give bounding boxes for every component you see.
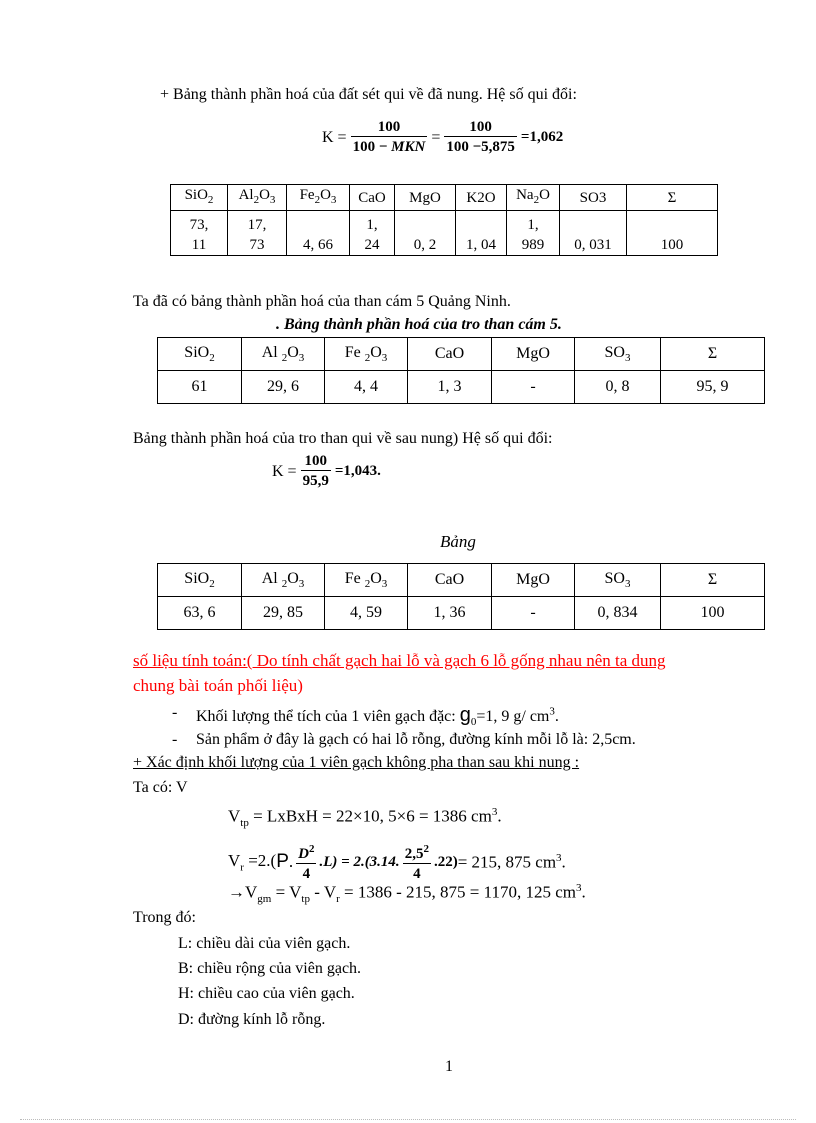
table-row bbox=[158, 371, 765, 404]
header-cell: MgO bbox=[492, 338, 575, 371]
header-cell: MgO bbox=[492, 564, 575, 597]
table-cell: 61 bbox=[158, 371, 242, 404]
header-cell: SO3 bbox=[560, 185, 627, 211]
ash-calcined-composition-table bbox=[157, 563, 765, 630]
table-cell: 1, 3 bbox=[408, 371, 492, 404]
list-item: - bbox=[172, 704, 178, 721]
cell-line-top: 1, bbox=[527, 217, 539, 233]
page-number: 1 bbox=[445, 1058, 453, 1075]
calculation-data-heading: số liệu tính toán:( Do tính chất gạch hai lỗ và gạch 6 lỗ gống nhau nên ta dung bbox=[133, 651, 666, 670]
equation-vtp: $V_{tp}$ = LxBxH = 22×10, 5×6 = 1386 $cm^3$. bbox=[228, 806, 502, 830]
formula-k-clay: K = $\frac{100}{\text{100 − MKN}}$ = $\frac{100}{100 -5,875}$ =1,062 bbox=[322, 119, 564, 155]
formula-k-lhs: K = bbox=[322, 128, 347, 146]
header-cell: $Fe_2O_3$ bbox=[287, 185, 350, 211]
header-cell: Al $_2O_3$ bbox=[242, 564, 325, 597]
table-cell: 0, 834 bbox=[575, 597, 661, 630]
table-cell bbox=[287, 211, 350, 256]
cell-line-bottom: 989 bbox=[521, 237, 545, 253]
header-cell: Σ bbox=[661, 338, 765, 371]
header-cell: SiO$_2$ bbox=[158, 338, 242, 371]
cell-line-top: 73, bbox=[189, 217, 209, 233]
ta-co-line: Ta có: V bbox=[133, 779, 188, 796]
cell-line-top bbox=[456, 215, 506, 235]
header-cell: Σ bbox=[627, 185, 718, 211]
header-cell: SiO$_2$ bbox=[158, 564, 242, 597]
bullet-holes: Sản phẩm ở đây là gạch có hai lỗ rỗng, đường kính mỗi lỗ là: 2,5cm. bbox=[196, 731, 636, 748]
formula-k-fraction-2: $\frac{100}{100 -5,875}$ bbox=[446, 119, 515, 155]
table-row bbox=[158, 597, 765, 630]
cell-line-bottom: 0, 031 bbox=[574, 237, 612, 253]
list-item: - bbox=[172, 731, 178, 748]
equation-vgm: $\to V_{gm} = V_{tp} - V_r = 1386 - 215$, 875 = 1170, 125 $cm^3$. bbox=[228, 882, 586, 906]
cell-line-bottom: 4, 66 bbox=[303, 237, 333, 253]
formula-k-ash: K = $\frac{100}{95,9}$ =1,043. bbox=[272, 453, 381, 489]
cell-line-bottom: 1, 04 bbox=[466, 237, 496, 253]
table2-title: . Bảng thành phần hoá của tro than cám 5. bbox=[276, 316, 562, 333]
definition-height: H: chiều cao của viên gạch. bbox=[178, 985, 355, 1002]
cell-line-bottom: 11 bbox=[191, 237, 207, 253]
trong-do: Trong đó: bbox=[133, 909, 196, 926]
table-cell bbox=[456, 211, 507, 256]
header-cell: $SO_3$ bbox=[575, 564, 661, 597]
table-cell bbox=[627, 211, 718, 256]
table-cell bbox=[395, 211, 456, 256]
table-cell bbox=[171, 211, 228, 256]
header-cell: CaO bbox=[408, 338, 492, 371]
definition-width: B: chiều rộng của viên gạch. bbox=[178, 960, 362, 977]
table-cell: 63, 6 bbox=[158, 597, 242, 630]
clay-composition-table bbox=[170, 184, 718, 256]
header-cell: $Al_2O_3$ bbox=[228, 185, 287, 211]
header-cell: CaO bbox=[408, 564, 492, 597]
coal-paragraph: Ta đã có bảng thành phần hoá của than cám 5 Quảng Ninh. bbox=[133, 293, 511, 310]
table-cell: 29, 85 bbox=[242, 597, 325, 630]
table-cell: 4, 4 bbox=[325, 371, 408, 404]
table-cell: 0, 8 bbox=[575, 371, 661, 404]
header-cell: K2O bbox=[456, 185, 507, 211]
table-header-row bbox=[158, 564, 765, 597]
header-cell: Al $_2O_3$ bbox=[242, 338, 325, 371]
cell-line-bottom: 100 bbox=[660, 237, 684, 253]
header-cell: Σ bbox=[661, 564, 765, 597]
header-cell: Fe $_2O_3$ bbox=[325, 564, 408, 597]
definition-diameter: D: đường kính lỗ rỗng. bbox=[178, 1011, 326, 1028]
table3-title: Bảng bbox=[440, 532, 476, 551]
table-cell: 100 bbox=[661, 597, 765, 630]
table-cell: 29, 6 bbox=[242, 371, 325, 404]
bullet-density: Khối lượng thể tích của 1 viên gạch đặc: $g_0=1$, 9 g/ $cm^3$. bbox=[196, 704, 559, 729]
cell-line-bottom: 73 bbox=[249, 237, 265, 253]
header-cell: CaO bbox=[350, 185, 395, 211]
definition-length: L: chiều dài của viên gạch. bbox=[178, 935, 351, 952]
cell-line-top bbox=[560, 215, 626, 235]
cell-line-top: 17, bbox=[247, 217, 267, 233]
cell-line-top bbox=[395, 215, 455, 235]
formula-k-ash-fraction: $\frac{100}{95,9}$ bbox=[302, 453, 329, 489]
ash-paragraph: Bảng thành phần hoá của tro than qui về sau nung) Hệ số qui đổi: bbox=[133, 430, 553, 447]
header-cell: Fe $_2O_3$ bbox=[325, 338, 408, 371]
equation-vr: $V_r =2$.( P . $\frac{D^2}{4}$ .L) = 2.(3.14. $\frac{2,5^2}{4}$ .22) = 215, 875 $cm^3$. bbox=[228, 840, 566, 884]
cell-line-top bbox=[627, 215, 717, 235]
table-cell bbox=[228, 211, 287, 256]
cell-line-top: 1, bbox=[366, 217, 378, 233]
table-cell bbox=[560, 211, 627, 256]
table-cell bbox=[350, 211, 395, 256]
ash-composition-table bbox=[157, 337, 765, 404]
table-header-row bbox=[158, 338, 765, 371]
table-cell: 1, 36 bbox=[408, 597, 492, 630]
calculation-data-subline: chung bài toán phối liệu) bbox=[133, 676, 303, 695]
formula-k-fraction-1: $\frac{100}{\text{100 − MKN}}$ bbox=[352, 119, 426, 155]
header-cell: SiO$_2$ bbox=[171, 185, 228, 211]
header-cell: MgO bbox=[395, 185, 456, 211]
cell-line-bottom: 0, 2 bbox=[413, 237, 437, 253]
table-cell bbox=[507, 211, 560, 256]
table-cell: 4, 59 bbox=[325, 597, 408, 630]
page-footer-divider bbox=[20, 1119, 796, 1120]
cell-line-top bbox=[287, 215, 349, 235]
intro-line: + Bảng thành phần hoá của đất sét qui về đã nung. Hệ số qui đổi: bbox=[160, 86, 577, 103]
header-cell: $SO_3$ bbox=[575, 338, 661, 371]
table-cell: 95, 9 bbox=[661, 371, 765, 404]
cell-line-bottom: 24 bbox=[364, 237, 380, 253]
table-cell: - bbox=[492, 597, 575, 630]
mass-heading: + Xác định khối lượng của 1 viên gạch không pha than sau khi nung : bbox=[133, 754, 580, 771]
header-cell: $Na_2O$ bbox=[507, 185, 560, 211]
table-cell: - bbox=[492, 371, 575, 404]
table-header-row bbox=[171, 185, 718, 211]
table-row bbox=[171, 211, 718, 256]
